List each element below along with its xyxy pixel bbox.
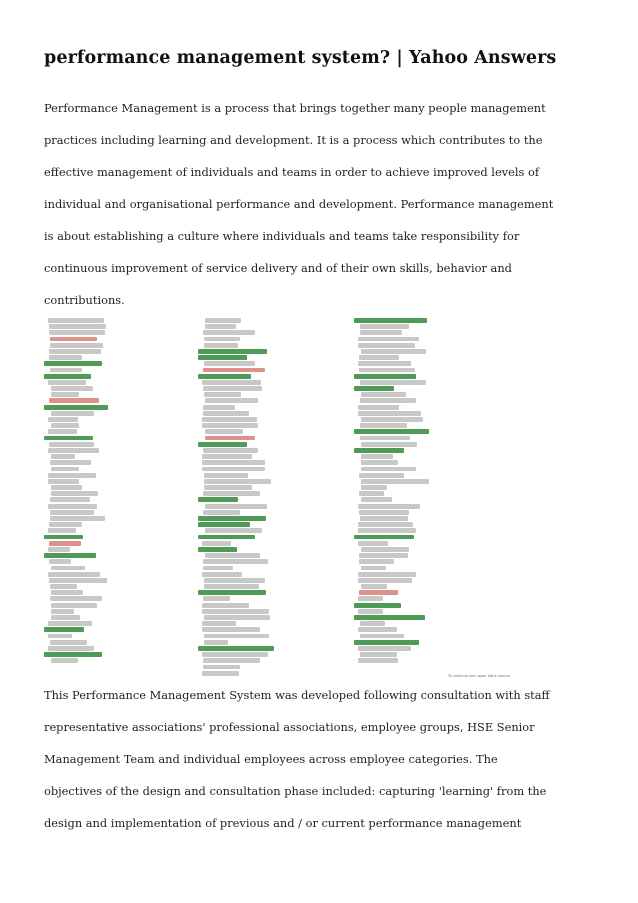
feature-list-line — [51, 609, 74, 614]
feature-list-line — [48, 479, 79, 484]
feature-list-line — [359, 355, 399, 360]
feature-list-line — [198, 547, 237, 552]
feature-list-line — [198, 355, 247, 360]
feature-list-line — [358, 405, 399, 410]
feature-list-line — [202, 423, 258, 428]
feature-list-line — [358, 541, 388, 546]
feature-list-line — [48, 429, 77, 434]
feature-list-line — [354, 535, 414, 540]
feature-list-line — [205, 528, 262, 533]
feature-list-line — [360, 621, 385, 626]
feature-list-line — [203, 330, 255, 335]
feature-list-line — [359, 553, 408, 558]
feature-list-line — [204, 584, 259, 589]
feature-list-line — [48, 473, 96, 478]
feature-list-line — [48, 621, 92, 626]
feature-list-line — [361, 467, 416, 472]
feature-list-line — [358, 337, 419, 342]
feature-list-line — [204, 479, 271, 484]
feature-list-line — [205, 318, 241, 323]
paragraph-line: Management Team and individual employees across employee categories. The — [44, 752, 498, 766]
paragraph-line: design and implementation of previous and / or current performance management — [44, 816, 522, 830]
feature-list-line — [48, 634, 72, 639]
feature-list-line — [198, 522, 250, 527]
feature-list-line — [48, 528, 76, 533]
feature-list-line — [51, 454, 75, 459]
feature-list-line — [354, 429, 429, 434]
feature-list-line — [202, 541, 231, 546]
feature-list-line — [50, 368, 82, 373]
feature-list-line — [48, 504, 97, 509]
feature-list-line — [44, 627, 84, 632]
feature-list-line — [360, 436, 410, 441]
feature-list-line — [202, 467, 265, 472]
feature-list-line — [202, 671, 239, 676]
feature-list-line — [48, 572, 100, 577]
feature-list-line — [361, 417, 423, 422]
feature-list-line — [359, 559, 394, 564]
feature-list-line — [51, 386, 93, 391]
feature-list-line — [51, 392, 79, 397]
feature-list-line — [354, 603, 401, 608]
feature-list-line — [203, 665, 240, 670]
feature-list-line — [203, 658, 260, 663]
feature-list-line — [361, 349, 426, 354]
feature-list-line — [360, 652, 397, 657]
feature-list-line — [202, 652, 268, 657]
feature-list-line — [51, 423, 79, 428]
feature-list-line — [203, 386, 262, 391]
feature-list-line — [354, 318, 427, 323]
feature-list-line — [44, 436, 93, 441]
feature-list-line — [50, 343, 103, 348]
feature-list-line — [203, 448, 258, 453]
feature-list-line — [198, 535, 255, 540]
feature-list-line — [360, 516, 408, 521]
feature-list-line — [361, 547, 409, 552]
feature-list-line — [50, 640, 87, 645]
feature-list-line — [205, 436, 255, 441]
feature-list-line — [50, 460, 91, 465]
paragraph-line: Performance Management is a process that brings together many people management — [44, 101, 546, 115]
feature-list-line — [361, 479, 429, 484]
feature-list-line — [198, 497, 238, 502]
feature-list-line — [202, 603, 249, 608]
feature-list-line — [44, 374, 91, 379]
feature-list-line — [48, 417, 78, 422]
feature-list-line — [198, 349, 267, 354]
feature-list-line — [360, 634, 404, 639]
paragraph-line: contributions. — [44, 293, 125, 307]
feature-list-line — [202, 621, 236, 626]
feature-list-line — [354, 640, 419, 645]
feature-list-line — [354, 386, 394, 391]
feature-list-line — [358, 528, 416, 533]
feature-list-line — [360, 380, 426, 385]
paragraph-line: practices including learning and development. It is a process which contributes to the — [44, 133, 543, 147]
feature-list-line — [361, 566, 386, 571]
feature-list-line — [358, 504, 420, 509]
feature-list-line — [51, 491, 98, 496]
feature-list-line — [358, 609, 383, 614]
feature-list-line — [50, 510, 94, 515]
feature-list-line — [50, 584, 77, 589]
paragraph-line: individual and organisational performance and development. Performance management — [44, 197, 554, 211]
feature-list-line — [358, 578, 412, 583]
feature-list-line — [49, 522, 82, 527]
paragraph-line: is about establishing a culture where individuals and teams take responsibility for — [44, 229, 520, 243]
feature-list-line — [358, 361, 411, 366]
feature-list-line — [361, 485, 387, 490]
feature-list-line — [44, 361, 102, 366]
feature-list-line — [361, 392, 406, 397]
feature-list-line — [51, 658, 78, 663]
feature-list-line — [204, 337, 240, 342]
feature-list-image — [44, 318, 512, 678]
feature-column-1 — [44, 318, 194, 665]
feature-list-line — [48, 380, 86, 385]
feature-list-line — [205, 553, 260, 558]
feature-list-line — [359, 473, 404, 478]
feature-list-line — [359, 368, 415, 373]
feature-list-line — [203, 510, 240, 515]
feature-list-line — [358, 343, 415, 348]
feature-list-line — [202, 460, 265, 465]
feature-list-line — [204, 578, 265, 583]
feature-list-line — [49, 442, 94, 447]
feature-list-line — [360, 330, 402, 335]
feature-list-line — [360, 324, 409, 329]
feature-list-line — [203, 411, 249, 416]
feature-list-line — [204, 392, 241, 397]
feature-list-line — [48, 646, 94, 651]
feature-list-line — [49, 578, 107, 583]
feature-list-line — [48, 448, 99, 453]
feature-list-line — [203, 491, 260, 496]
feature-list-line — [204, 361, 255, 366]
paragraph-line: continuous improvement of service delivery and of their own skills, behavior and — [44, 261, 512, 275]
feature-list-line — [51, 603, 97, 608]
feature-list-line — [49, 330, 105, 335]
paragraph-line: representative associations' professional associations, employee groups, HSE Senior — [44, 720, 535, 734]
feature-list-line — [49, 349, 101, 354]
feature-list-line — [359, 510, 409, 515]
feature-list-line — [204, 634, 269, 639]
paragraph-line: This Performance Management System was developed following consultation with staff — [44, 688, 550, 702]
feature-list-line — [198, 590, 266, 595]
feature-list-line — [205, 398, 258, 403]
paragraph-line: objectives of the design and consultation phase included: capturing 'learning' from the — [44, 784, 547, 798]
feature-list-line — [203, 368, 265, 373]
feature-list-line — [202, 627, 260, 632]
feature-list-line — [44, 405, 108, 410]
feature-list-line — [44, 553, 96, 558]
feature-list-line — [49, 324, 106, 329]
feature-list-line — [202, 609, 269, 614]
feature-list-line — [359, 590, 398, 595]
feature-list-line — [203, 596, 230, 601]
feature-column-3 — [354, 318, 504, 665]
feature-list-line — [360, 423, 407, 428]
feature-list-line — [51, 411, 94, 416]
feature-list-line — [358, 572, 416, 577]
feature-list-line — [202, 454, 252, 459]
feature-list-line — [204, 615, 270, 620]
feature-list-line — [361, 460, 398, 465]
feature-list-line — [204, 343, 238, 348]
feature-list-line — [50, 596, 102, 601]
feature-list-line — [354, 374, 416, 379]
feature-list-line — [203, 566, 233, 571]
feature-list-line — [204, 640, 228, 645]
feature-list-line — [358, 658, 398, 663]
figure-continue-note: To continue see upper right column — [448, 674, 510, 678]
feature-list-line — [361, 497, 392, 502]
feature-list-line — [49, 355, 82, 360]
feature-list-line — [354, 448, 404, 453]
feature-list-line — [202, 380, 261, 385]
feature-list-line — [203, 559, 268, 564]
feature-list-line — [202, 572, 242, 577]
feature-list-line — [361, 442, 417, 447]
feature-list-line — [205, 504, 267, 509]
feature-list-line — [50, 516, 105, 521]
feature-list-line — [198, 646, 274, 651]
page-title: performance management system? | Yahoo Answers — [44, 48, 557, 68]
feature-list-line — [358, 596, 383, 601]
feature-list-line — [48, 547, 70, 552]
feature-list-line — [358, 646, 411, 651]
feature-list-line — [361, 454, 393, 459]
feature-list-line — [51, 485, 82, 490]
feature-list-line — [202, 417, 257, 422]
feature-list-line — [49, 559, 71, 564]
feature-list-line — [49, 541, 81, 546]
feature-column-2 — [198, 318, 348, 677]
feature-list-line — [44, 535, 83, 540]
feature-list-line — [354, 615, 425, 620]
feature-list-line — [361, 584, 387, 589]
feature-list-line — [48, 318, 104, 323]
feature-list-line — [50, 497, 90, 502]
feature-list-line — [358, 522, 413, 527]
feature-list-line — [204, 485, 252, 490]
feature-list-line — [51, 615, 80, 620]
feature-list-line — [359, 491, 384, 496]
feature-list-line — [198, 442, 247, 447]
feature-list-line — [198, 374, 251, 379]
feature-list-line — [358, 627, 397, 632]
feature-list-line — [360, 398, 416, 403]
feature-list-line — [204, 473, 248, 478]
feature-list-line — [203, 405, 235, 410]
feature-list-line — [49, 398, 99, 403]
feature-list-line — [44, 652, 102, 657]
feature-list-line — [50, 337, 97, 342]
feature-list-line — [205, 324, 236, 329]
feature-list-line — [198, 516, 266, 521]
feature-list-line — [51, 566, 85, 571]
paragraph-line: effective management of individuals and teams in order to achieve improved levels of — [44, 165, 540, 179]
feature-list-line — [358, 411, 421, 416]
feature-list-line — [205, 429, 243, 434]
feature-list-line — [51, 590, 83, 595]
feature-list-line — [51, 467, 79, 472]
